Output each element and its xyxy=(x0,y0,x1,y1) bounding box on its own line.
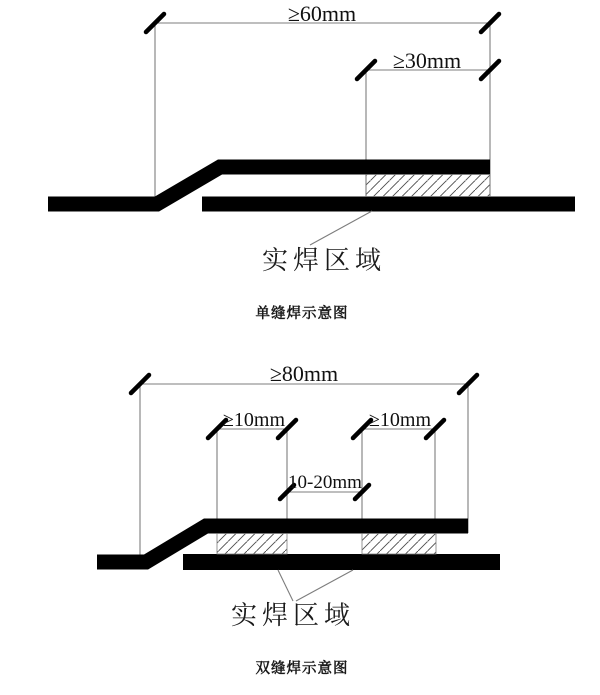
weld-hatch-area xyxy=(366,175,490,197)
seam-gap-dimension-label: 10-20mm xyxy=(288,472,362,493)
weld-area-label: 实焊区域 xyxy=(230,601,356,630)
weld-area-label: 实焊区域 xyxy=(261,246,387,275)
double-seam-diagram xyxy=(97,361,500,677)
single-seam-diagram xyxy=(48,1,575,322)
diagram-caption: 单缝焊示意图 xyxy=(255,306,349,322)
diagram-caption: 双缝焊示意图 xyxy=(255,661,349,677)
right-weld-dimension-label: ≥10mm xyxy=(368,409,432,431)
leader-line-right xyxy=(296,570,353,601)
left-weld-dimension-label: ≥10mm xyxy=(222,409,286,431)
leader-line-left xyxy=(278,570,293,601)
weld-hatch-area-right xyxy=(362,534,436,555)
leader-line xyxy=(310,211,372,245)
weld-hatch-area-left xyxy=(217,534,287,555)
overall-dimension-label: ≥60mm xyxy=(287,1,357,26)
overall-dimension-label: ≥80mm xyxy=(269,361,339,386)
weld-width-dimension-label: ≥30mm xyxy=(392,48,462,73)
